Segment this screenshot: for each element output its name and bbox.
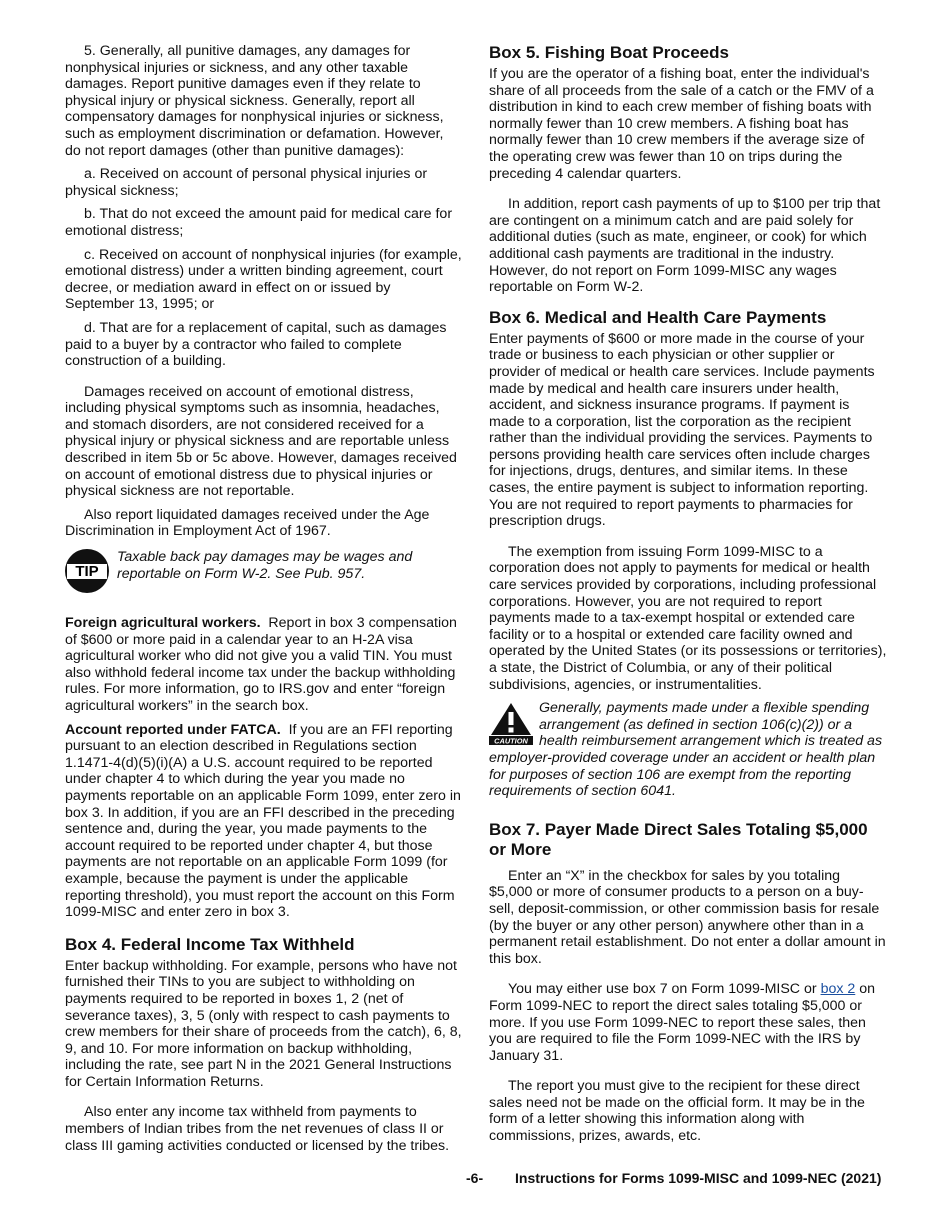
fatca-paragraph [65,722,463,921]
box7-paragraph-1: Enter an “X” in the checkbox for sales by you totaling $5,000 or more of consumer products to a person on a buy-sell, deposit-commission, or other commission basis for resale (by the buyer or any other person) anywhere other than in a permanent retail establishment. Do not enter a dollar amount in this box. [489,867,886,967]
box6-paragraph-2: The exemption from issuing Form 1099-MISC to a corporation does not apply to payments for medical or health care services provided by corporations, including professional corporations. However, you are not required to report payments made to a tax-exempt hospital or extended care facility or to a hospital or extended care facility owned and operated by the United States (or its possessions or territories), a state, the District of Columbia, or any of their political subdivisions, agencies, or instrumentalities. [489,543,887,693]
left-column [65,43,463,1161]
box7-heading: Box 7. Payer Made Direct Sales Totaling $5,000 or More [489,819,868,859]
item-5b-paragraph: b. That do not exceed the amount paid for medical care for emotional distress; [65,206,453,239]
emotional-distress-paragraph: Damages received on account of emotional distress, including physical symptoms such as insomnia, headaches, and stomach disorders, are not considered received for a physical injury or physical sickness and are reportable unless described in item 5b or 5c above. However, damages received on account of emotional distress due to physical injuries or physical sickness are not reportable. [65,383,457,500]
liquidated-damages-paragraph: Also report liquidated damages received under the Age Discrimination in Employment Act of 1967. [65,506,430,540]
tip-icon [65,549,109,593]
caution-text: Generally, payments made under a flexible spending arrangement (as defined in section 106(c)(2)) or a health reimbursement arrangement which is treated as employer-provided coverage under an accident or health plan for purposes of section 106 are exempt from the reporting requirements of section 6041. [489,700,883,800]
right-column [489,43,887,1152]
box6-paragraph-1: Enter payments of $600 or more made in the course of your trade or business to each physician or other supplier or provider of medical or health care services. Include payments made by medical and health care insurers under health, accident, and sickness insurance programs. If payment is made to a corporation, list the corporation as the recipient rather than the individual providing the services. Payments to persons providing health care services often include charges for injections, drugs, dentures, and similar items. In these cases, the entire payment is subject to information reporting. You are not required to report payments to pharmacies for prescription drugs. [489,330,875,530]
caution-icon-label: CAUTION [494,736,528,746]
box5-paragraph-2: In addition, report cash payments of up to $100 per trip that are contingent on a minimum catch and are paid solely for additional duties (such as mate, engineer, or cook) for which additional cash payments are traditional in the industry. However, do not report on Form 1099-MISC any wages reportable on Form W-2. [489,196,881,296]
page-number: -6- [466,1170,484,1186]
item-5a-paragraph: a. Received on account of personal physical injuries or physical sickness; [65,166,428,199]
box4-heading: Box 4. Federal Income Tax Withheld [65,934,355,954]
foreign-agricultural-workers-paragraph [65,615,463,715]
caution-note [489,700,887,800]
foreign-agricultural-workers-lead: Foreign agricultural workers. [65,615,261,632]
box7-paragraph-3: The report you must give to the recipient for these direct sales need not be made on the official form. It may be in the form of a letter showing this information along with commissions, prizes, awards, etc. [489,1078,865,1145]
item-5c-paragraph: c. Received on account of nonphysical injuries (for example, emotional distress) under a written binding agreement, court decree, or mediation award in effect on or issued by September 13, 1995; or [65,246,462,313]
tip-icon-label: TIP [67,564,107,579]
box4-paragraph-1: Enter backup withholding. For example, persons who have not furnished their TINs to you are subject to withholding on payments required to be reported in boxes 1, 2 (net of severance taxes), 3, 5 (only with respect to cash payments to crew members for their share of proceeds from the catch), 6, 8, 9, and 10. For more information on backup withholding, including the rate, see part N in the 2021 General Instructions for Certain Information Returns. [65,957,462,1090]
box6-heading: Box 6. Medical and Health Care Payments [489,307,827,327]
box5-heading: Box 5. Fishing Boat Proceeds [489,43,729,62]
box7-paragraph-2-start: You may either use box 7 on Form 1099-MISC or [508,981,817,998]
box-2-link[interactable]: box 2 [820,981,856,998]
box7-paragraph-2 [489,981,887,1064]
caution-triangle-icon [489,701,533,745]
box4-paragraph-2: Also enter any income tax withheld from payments to members of Indian tribes from the net revenues of class II or class III gaming activities conducted or licensed by the tribes. [65,1104,450,1154]
tip-text: Taxable back pay damages may be wages and reportable on Form W-2. See Pub. 957. [117,549,413,582]
fatca-lead: Account reported under FATCA. [65,721,281,738]
box7-paragraph-2-end: on Form 1099-NEC to report the direct sales totaling $5,000 or more. If you use Form 1099-NEC to report these sales, then you are required to file the Form 1099-NEC with the IRS by January 31. [489,981,876,1064]
item-5-paragraph: 5. Generally, all punitive damages, any damages for nonphysical injuries or sickness, and any other taxable damages. Report punitive damages even if they relate to physical injury or physical sickness. Generally, report all compensatory damages for nonphysical injuries or sickness, such as employment discrimination or defamation. However, do not report damages (other than punitive damages): [65,43,444,159]
page-footer [466,1170,881,1187]
fatca-text: If you are an FFI reporting pursuant to an election described in Regulations section 1.1471-4(d)(5)(i)(A) a U.S. account required to be reported under chapter 4 to which during the year you made no payments reportable on an applicable Form 1099, enter zero in box 3. In addition, if you are an FFI described in the preceding sentence and, during the year, you made payments to the account required to be reported under chapter 4, but those payments are not reportable on an applicable Form 1099 (for example, because the payment is under the applicable reporting threshold), you must report the account on this Form 1099-MISC and enter zero in box 3. [65,721,461,921]
foreign-agricultural-workers-text: Report in box 3 compensation of $600 or more paid in a calendar year to an H-2A visa agricultural worker who did not give you a valid TIN. You must also withhold federal income tax under the backup withholding rules. For more information, go to IRS.gov and enter “foreign agricultural workers” in the search box. [65,615,457,714]
tip-note [65,547,463,595]
caution-icon [489,701,533,745]
box5-paragraph-1: If you are the operator of a fishing boat, enter the individual's share of all proceeds from the sale of a catch or the FMV of a distribution in kind to each crew member of fishing boats with normally fewer than 10 crew members. A fishing boat has normally fewer than 10 crew members if the average size of the operating crew was fewer than 10 on trips during the preceding 4 calendar quarters. [489,66,874,182]
item-5d-paragraph: d. That are for a replacement of capital, such as damages paid to a buyer by a contractor who failed to complete construction of a building. [65,319,447,370]
footer-title: Instructions for Forms 1099-MISC and 1099-NEC (2021) [515,1170,882,1186]
